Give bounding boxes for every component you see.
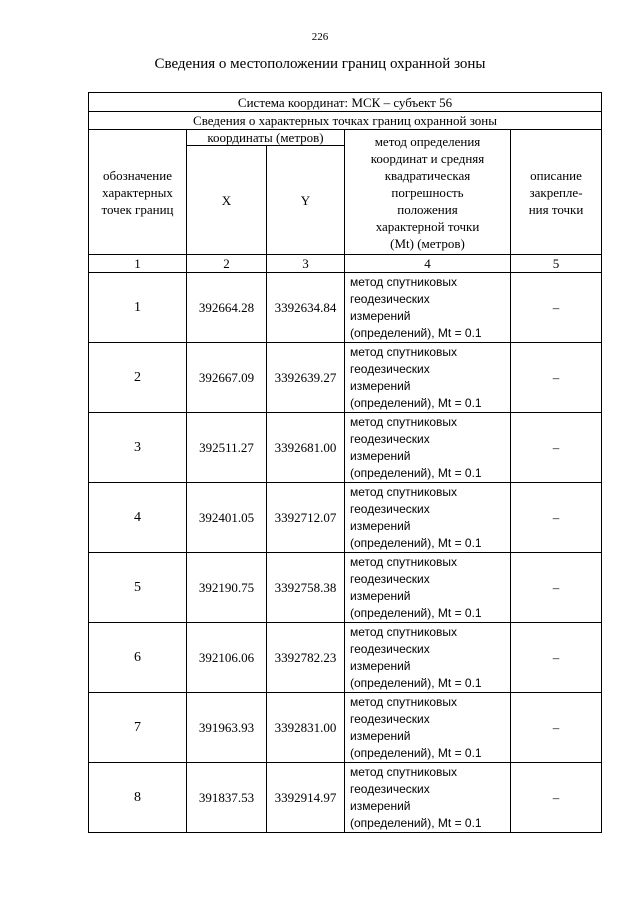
table-row [89,553,602,623]
header-designation-text: обозначение характерных точек границ [101,167,174,217]
y-coordinate: 3392639.27 [267,343,345,413]
table-row [89,693,602,763]
document-title: Сведения о местоположении границ охранной зоны [154,56,486,72]
x-coordinate: 391837.53 [187,763,267,833]
header-method-text: метод определения координат и средняя квадратическая погрешность положения характерной точки (Mt) (метров) [370,133,485,251]
column-number-2: 2 [187,255,267,273]
x-coordinate: 392401.05 [187,483,267,553]
table-row [89,273,602,343]
method-description: метод спутниковых геодезических измерений (определений), Mt = 0.1 [345,693,511,763]
page-number: 226 [311,31,329,43]
point-fixing-description: – [511,623,602,693]
column-number-row [89,255,602,273]
point-number: 5 [89,553,187,623]
section-title-row [89,112,602,130]
boundary-points-table [88,92,602,833]
method-description: метод спутниковых геодезических измерений (определений), Mt = 0.1 [345,273,511,343]
table-row [89,763,602,833]
x-coordinate: 392667.09 [187,343,267,413]
y-coordinate: 3392831.00 [267,693,345,763]
method-description: метод спутниковых геодезических измерений (определений), Mt = 0.1 [345,413,511,483]
point-fixing-description: – [511,413,602,483]
point-fixing-description: – [511,343,602,413]
point-number: 7 [89,693,187,763]
header-y: Y [267,146,345,255]
x-coordinate: 391963.93 [187,693,267,763]
table-row [89,343,602,413]
point-number: 8 [89,763,187,833]
point-number: 3 [89,413,187,483]
column-number-5: 5 [511,255,602,273]
point-number: 2 [89,343,187,413]
header-description [511,130,602,255]
method-description: метод спутниковых геодезических измерений (определений), Mt = 0.1 [345,553,511,623]
point-number: 1 [89,273,187,343]
header-row-1 [89,130,602,146]
table-row [89,413,602,483]
x-coordinate: 392106.06 [187,623,267,693]
header-designation [89,130,187,255]
table-row [89,623,602,693]
point-fixing-description: – [511,693,602,763]
header-x: X [187,146,267,255]
y-coordinate: 3392634.84 [267,273,345,343]
method-description: метод спутниковых геодезических измерений (определений), Mt = 0.1 [345,483,511,553]
x-coordinate: 392511.27 [187,413,267,483]
y-coordinate: 3392758.38 [267,553,345,623]
point-fixing-description: – [511,763,602,833]
y-coordinate: 3392681.00 [267,413,345,483]
column-number-1: 1 [89,255,187,273]
point-fixing-description: – [511,273,602,343]
column-number-4: 4 [345,255,511,273]
y-coordinate: 3392712.07 [267,483,345,553]
point-number: 6 [89,623,187,693]
column-number-3: 3 [267,255,345,273]
x-coordinate: 392190.75 [187,553,267,623]
point-fixing-description: – [511,553,602,623]
header-method [345,130,511,255]
coordinate-system-row [89,93,602,112]
point-fixing-description: – [511,483,602,553]
x-coordinate: 392664.28 [187,273,267,343]
coordinate-system-cell: Система координат: МСК – субъект 56 [89,93,602,112]
method-description: метод спутниковых геодезических измерений (определений), Mt = 0.1 [345,763,511,833]
section-title-cell: Сведения о характерных точках границ охранной зоны [89,112,602,130]
y-coordinate: 3392782.23 [267,623,345,693]
method-description: метод спутниковых геодезических измерений (определений), Mt = 0.1 [345,343,511,413]
method-description: метод спутниковых геодезических измерений (определений), Mt = 0.1 [345,623,511,693]
point-number: 4 [89,483,187,553]
y-coordinate: 3392914.97 [267,763,345,833]
header-description-text: описание закрепле- ния точки [528,167,584,217]
header-coordinates: координаты (метров) [187,130,345,146]
table-row [89,483,602,553]
